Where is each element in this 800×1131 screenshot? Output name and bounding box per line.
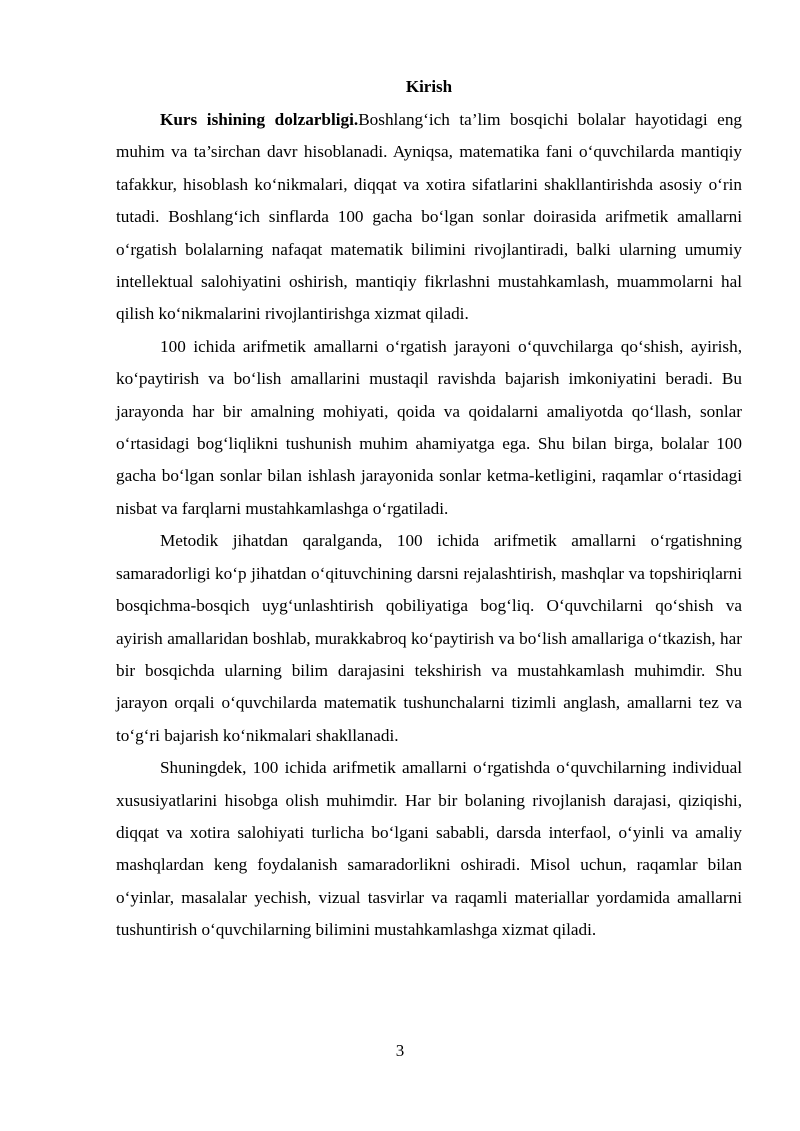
paragraph-methodology xyxy=(116,525,742,752)
paragraph-text: Shuningdek, 100 ichida arifmetik amallarni o‘rgatishda o‘quvchilarning individual xususiyatlarini hisobga olish muhimdir. Har bir bolaning rivojlanish darajasi, qiziqishi, diqqat va xotira salohiyati turlicha bo‘lgani sababli, darsda interfaol, o‘yinli va amaliy mashqlardan keng foydalanish samaradorlikni oshiradi. Misol uchun, raqamlar bilan o‘yinlar, masalalar yechish, vizual tasvirlar va raqamli materiallar yordamida amallarni tushuntirish o‘quvchilarning bilimini mustahkamlashga xizmat qiladi. xyxy=(116,758,742,940)
document-page xyxy=(116,72,742,947)
paragraph-individual-features xyxy=(116,752,742,946)
page-number: 3 xyxy=(395,1041,405,1060)
section-title: Kirish xyxy=(405,77,453,96)
paragraph-text: 100 ichida arifmetik amallarni o‘rgatish jarayoni o‘quvchilarga qo‘shish, ayirish, ko‘paytirish va bo‘lish amallarini mustaqil ravishda bajarish imkoniyatini beradi. Bu jarayonda har bir amalning mohiyati, qoida va qoidalarni amaliyotda qo‘llash, sonlar o‘rtasidagi bog‘liqlikni tushunish muhim ahamiyatga ega. Shu bilan birga, bolalar 100 gacha bo‘lgan sonlar bilan ishlash jarayonida sonlar ketma-ketligini, raqamlar o‘rtasidagi nisbat va farqlarni mustahkamlashga o‘rgatiladi. xyxy=(116,336,742,518)
paragraph-text: Metodik jihatdan qaralganda, 100 ichida arifmetik amallarni o‘rgatishning samaradorligi ko‘p jihatdan o‘qituvchining darsni rejalashtirish, mashqlar va topshiriqlarni bosqichma-bosqich uyg‘unlashtirish qobiliyatiga bog‘liq. O‘quvchilarni qo‘shish va ayirish amallaridan boshlab, murakkabroq ko‘paytirish va bo‘lish amallariga o‘tkazish, har bir bosqichda ularning bilim darajasini tekshirish va mustahkamlash muhimdir. Shu jarayon orqali o‘quvchilarda matematik tushunchalarni tizimli anglash, amallarni tez va to‘g‘ri bajarish ko‘nikmalari shakllanadi. xyxy=(116,531,742,745)
paragraph-lead: Kurs ishining dolzarbligi. xyxy=(160,110,359,129)
paragraph-text: Boshlang‘ich ta’lim bosqichi bolalar hayotidagi eng muhim va ta’sirchan davr hisoblanadi. Ayniqsa, matematika fani o‘quvchilarda mantiqiy tafakkur, hisoblash ko‘nikmalari, diqqat va xotira sifatlarini shakllantirishda asosiy o‘rin tutadi. Boshlang‘ich sinflarda 100 gacha bo‘lgan sonlar doirasida arifmetik amallarni o‘rgatish bolalarning nafaqat matematik bilimini rivojlantiradi, balki ularning umumiy intellektual salohiyatini oshirish, mantiqiy fikrlashni mustahkamlash, muammolarni hal qilish ko‘nikmalarini rivojlantirishga xizmat qiladi. xyxy=(116,110,743,324)
paragraph-relevance xyxy=(116,104,742,331)
paragraph-arithmetic-process xyxy=(116,331,742,525)
